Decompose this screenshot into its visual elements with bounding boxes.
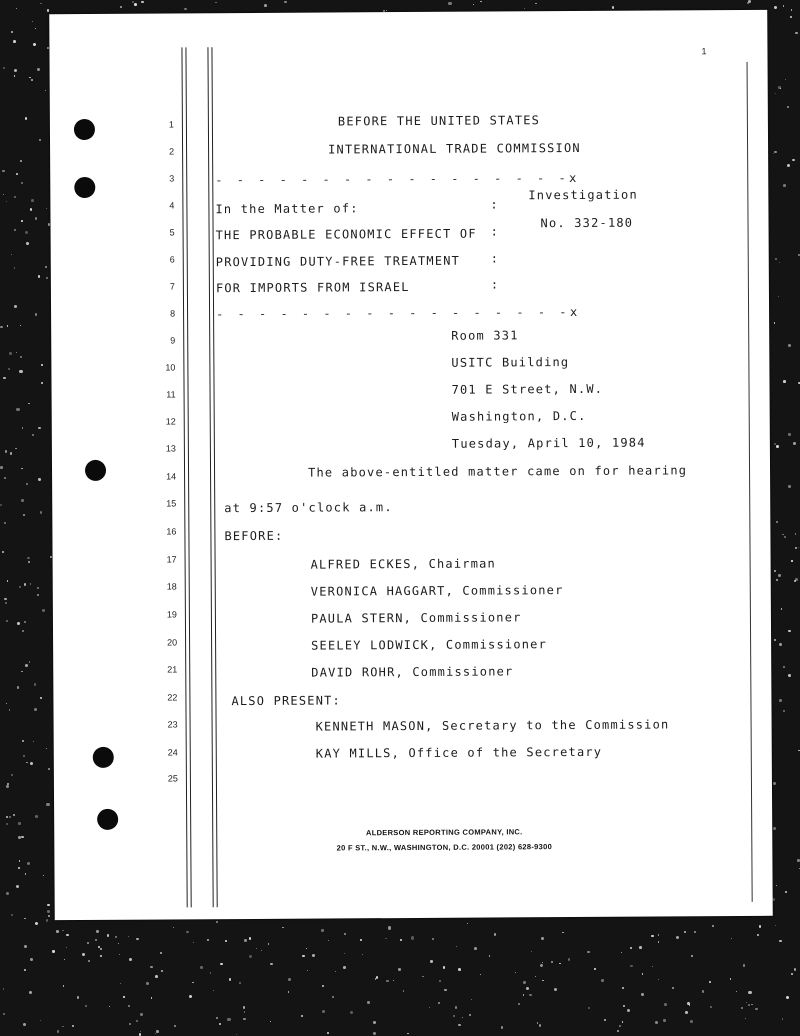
commissioner-5: DAVID ROHR, Commissioner <box>311 664 514 680</box>
body-line-1: The above-entitled matter came on for hearing <box>308 463 688 480</box>
caption-colon-3: : <box>490 251 500 266</box>
caption-line-1: In the Matter of: <box>215 201 359 217</box>
commissioner-2: VERONICA HAGGART, Commissioner <box>310 583 564 599</box>
caption-line-2: THE PROBABLE ECONOMIC EFFECT OF <box>215 226 477 243</box>
commissioner-3: PAULA STERN, Commissioner <box>310 610 522 626</box>
also-present-2: KAY MILLS, Office of the Secretary <box>315 744 603 761</box>
location-building: USITC Building <box>451 355 570 370</box>
line-number: 14 <box>166 471 177 482</box>
separator-bottom: - - - - - - - - - - - - - - - - -x <box>216 304 581 322</box>
line-number: 23 <box>167 719 178 730</box>
caption-line-3: PROVIDING DUTY-FREE TREATMENT <box>215 253 461 270</box>
body-line-2: at 9:57 o'clock a.m. <box>224 500 393 516</box>
right-margin-rule <box>747 62 753 902</box>
line-number: 1 <box>168 119 174 130</box>
line-number: 25 <box>167 773 178 784</box>
location-city: Washington, D.C. <box>451 408 587 424</box>
line-number: 19 <box>166 609 177 620</box>
investigation-label: Investigation <box>528 187 638 203</box>
line-number: 5 <box>169 227 175 238</box>
line-number: 3 <box>169 173 175 184</box>
hearing-date: Tuesday, April 10, 1984 <box>451 435 646 451</box>
heading-line-2: INTERNATIONAL TRADE COMMISSION <box>328 140 581 157</box>
line-number: 11 <box>166 389 176 400</box>
also-present-label: ALSO PRESENT: <box>231 693 342 709</box>
caption-line-4: FOR IMPORTS FROM ISRAEL <box>215 280 410 296</box>
line-number: 12 <box>165 416 176 427</box>
punch-hole-4 <box>93 747 114 768</box>
footer-company: ALDERSON REPORTING COMPANY, INC. <box>365 827 523 838</box>
punch-hole-5 <box>97 809 118 830</box>
commissioner-4: SEELEY LODWICK, Commissioner <box>311 637 548 653</box>
line-number: 10 <box>165 362 176 373</box>
line-number: 21 <box>167 664 178 675</box>
punch-hole-1 <box>74 119 95 140</box>
caption-colon-1: : <box>490 197 499 212</box>
line-number: 24 <box>167 747 178 758</box>
page-number: 1 <box>701 46 707 57</box>
punch-hole-3 <box>85 460 106 481</box>
caption-colon-4: : <box>490 277 500 292</box>
line-number: 6 <box>169 254 175 265</box>
line-number: 8 <box>170 308 176 319</box>
separator-top: - - - - - - - - - - - - - - - - -x <box>215 170 580 188</box>
commissioner-1: ALFRED ECKES, Chairman <box>310 556 496 572</box>
line-number: 4 <box>169 200 175 211</box>
line-number: 22 <box>167 692 178 703</box>
line-number: 2 <box>169 146 175 157</box>
line-number: 13 <box>165 443 176 454</box>
transcript-page <box>49 10 773 920</box>
footer-address: 20 F ST., N.W., WASHINGTON, D.C. 20001 (202) 628-9300 <box>336 842 553 853</box>
line-number: 16 <box>166 526 177 537</box>
line-number: 9 <box>170 335 176 346</box>
before-label: BEFORE: <box>224 528 284 544</box>
caption-colon-2: : <box>490 224 500 239</box>
heading-line-1: BEFORE THE UNITED STATES <box>337 113 541 129</box>
location-room: Room 331 <box>451 328 519 343</box>
line-number: 15 <box>166 498 177 509</box>
punch-hole-2 <box>74 177 95 198</box>
line-number: 18 <box>166 581 177 592</box>
also-present-1: KENNETH MASON, Secretary to the Commission <box>315 717 670 734</box>
line-number: 17 <box>166 554 177 565</box>
line-number: 7 <box>169 281 175 292</box>
investigation-number: No. 332-180 <box>540 215 634 231</box>
location-street: 701 E Street, N.W. <box>451 381 604 397</box>
line-number: 20 <box>167 637 178 648</box>
